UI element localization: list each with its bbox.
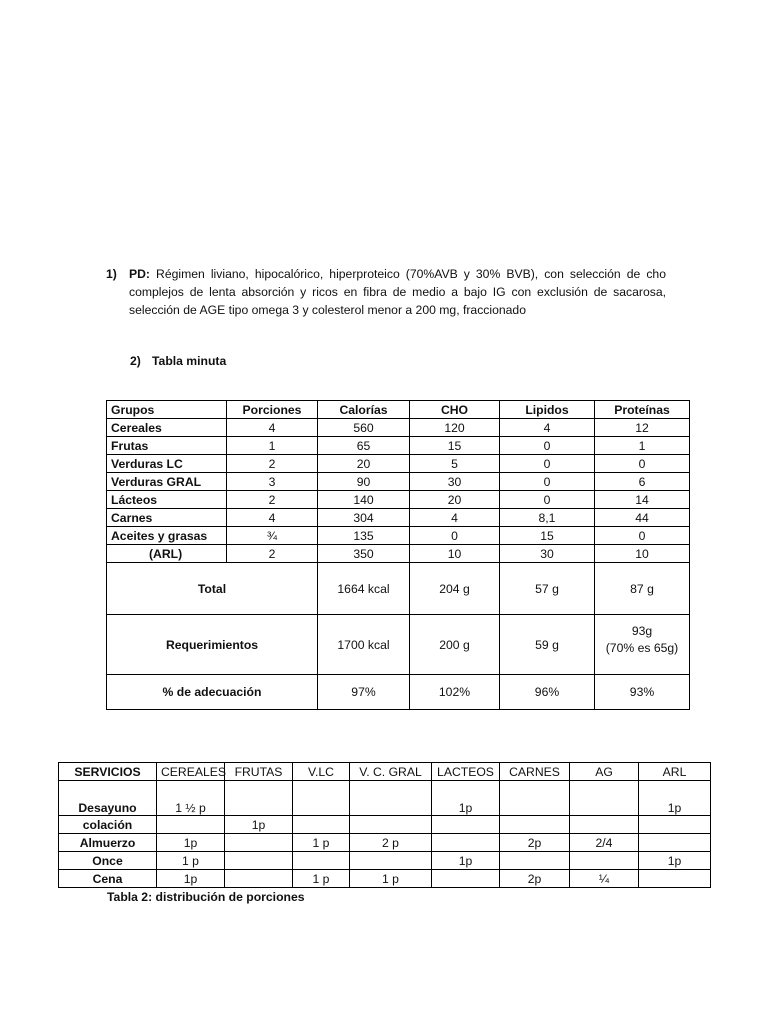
table-cell: 4 [227, 509, 318, 527]
table-cell [639, 816, 711, 834]
table-cell [350, 781, 432, 816]
table-row [107, 437, 690, 455]
header-cell: Calorías [318, 401, 410, 419]
service-label: colación [59, 816, 157, 834]
header-cell: LACTEOS [432, 763, 500, 781]
requerimientos-cell [595, 615, 690, 675]
table-cell: 14 [595, 491, 690, 509]
table-row [107, 491, 690, 509]
table-cell [293, 781, 350, 816]
group-label: Verduras LC [107, 455, 227, 473]
group-label: Verduras GRAL [107, 473, 227, 491]
table-cell: 10 [595, 545, 690, 563]
table-cell: 0 [500, 491, 595, 509]
table-cell: 2 [227, 545, 318, 563]
section-heading [130, 354, 226, 368]
requerimientos-cell: 59 g [500, 615, 595, 675]
table-row [107, 473, 690, 491]
requerimientos-cell: 200 g [410, 615, 500, 675]
table-cell [293, 852, 350, 870]
table-cell: 1p [157, 870, 225, 888]
total-label: Total [107, 563, 318, 615]
requerimientos-label: Requerimientos [107, 615, 318, 675]
table-cell: 1p [432, 852, 500, 870]
group-label: Frutas [107, 437, 227, 455]
table-cell: 20 [410, 491, 500, 509]
header-cell: CHO [410, 401, 500, 419]
table-cell [570, 781, 639, 816]
table-cell: 3 [227, 473, 318, 491]
table-caption: Tabla 2: distribución de porciones [107, 890, 305, 904]
table-cell: 65 [318, 437, 410, 455]
table-cell: 2 [227, 491, 318, 509]
table-cell [293, 816, 350, 834]
header-cell: CEREALES [157, 763, 225, 781]
header-cell: V.LC [293, 763, 350, 781]
total-cell: 204 g [410, 563, 500, 615]
table-row [59, 816, 711, 834]
table-cell: 44 [595, 509, 690, 527]
table-cell: 1p [639, 852, 711, 870]
table-cell [225, 781, 293, 816]
table-cell: 10 [410, 545, 500, 563]
requerimientos-note: (70% es 65g) [605, 641, 679, 655]
table-row [59, 781, 711, 816]
table-cell: 135 [318, 527, 410, 545]
table-cell: 1 p [157, 852, 225, 870]
total-cell: 87 g [595, 563, 690, 615]
table-cell: 20 [318, 455, 410, 473]
table-cell: 2/4 [570, 834, 639, 852]
service-label: Desayuno [59, 781, 157, 816]
table-cell: 304 [318, 509, 410, 527]
table-cell: 1p [432, 781, 500, 816]
minuta-header-row [107, 401, 690, 419]
header-cell: ARL [639, 763, 711, 781]
group-label: (ARL) [107, 545, 227, 563]
table-cell: 8,1 [500, 509, 595, 527]
adecuacion-cell: 97% [318, 675, 410, 710]
table-cell [570, 852, 639, 870]
group-label: Cereales [107, 419, 227, 437]
table-cell [225, 870, 293, 888]
table-row [59, 834, 711, 852]
intro-number: 1) [106, 267, 117, 281]
group-label: Aceites y grasas [107, 527, 227, 545]
header-cell: SERVICIOS [59, 763, 157, 781]
table-cell [432, 834, 500, 852]
table-cell: 140 [318, 491, 410, 509]
group-label: Lácteos [107, 491, 227, 509]
distribucion-table [58, 762, 711, 888]
table-cell [350, 816, 432, 834]
table-cell: 2p [500, 870, 570, 888]
table-cell: 30 [410, 473, 500, 491]
table-cell: 0 [595, 455, 690, 473]
table-cell: 12 [595, 419, 690, 437]
table-cell: 30 [500, 545, 595, 563]
header-cell: Grupos [107, 401, 227, 419]
header-cell: FRUTAS [225, 763, 293, 781]
table-cell: ¼ [570, 870, 639, 888]
intro-label: PD: [129, 267, 150, 281]
table-cell: 1p [157, 834, 225, 852]
adecuacion-row [107, 675, 690, 710]
table-cell [225, 852, 293, 870]
table-row [107, 509, 690, 527]
header-cell: AG [570, 763, 639, 781]
table-cell [570, 816, 639, 834]
total-cell: 1664 kcal [318, 563, 410, 615]
table-cell: 4 [410, 509, 500, 527]
table-cell: 1 ½ p [157, 781, 225, 816]
table-row [107, 527, 690, 545]
table-cell: 120 [410, 419, 500, 437]
table-cell [432, 816, 500, 834]
table-cell: 90 [318, 473, 410, 491]
intro-paragraph [106, 265, 666, 319]
service-label: Once [59, 852, 157, 870]
table-cell: 6 [595, 473, 690, 491]
total-cell: 57 g [500, 563, 595, 615]
table-cell: 0 [410, 527, 500, 545]
table-cell: ¾ [227, 527, 318, 545]
table-cell [639, 834, 711, 852]
table-cell [350, 852, 432, 870]
table-cell: 1 [227, 437, 318, 455]
table-row [107, 455, 690, 473]
table-cell: 0 [595, 527, 690, 545]
table-row [59, 870, 711, 888]
distribucion-header-row [59, 763, 711, 781]
table-cell [225, 834, 293, 852]
table-cell: 1p [639, 781, 711, 816]
adecuacion-cell: 93% [595, 675, 690, 710]
adecuacion-cell: 96% [500, 675, 595, 710]
table-row [59, 852, 711, 870]
section-title: Tabla minuta [152, 354, 227, 368]
table-cell: 1 p [350, 870, 432, 888]
table-cell: 5 [410, 455, 500, 473]
requerimientos-row [107, 615, 690, 675]
table-cell: 2 p [350, 834, 432, 852]
table-cell: 350 [318, 545, 410, 563]
table-row [107, 545, 690, 563]
service-label: Cena [59, 870, 157, 888]
intro-body [129, 265, 666, 319]
table-row [107, 419, 690, 437]
table-cell: 15 [500, 527, 595, 545]
intro-text: Régimen liviano, hipocalórico, hiperproteico (70%AVB y 30% BVB), con selección de cho complejos de lenta absorción y ricos en fibra de medio a bajo IG con exclusión de sacarosa, selección de AGE tipo omega 3 y colesterol menor a 200 mg, fraccionado [129, 267, 666, 317]
requerimientos-protein: 93g [631, 624, 653, 638]
header-cell: V. C. GRAL [350, 763, 432, 781]
table-cell: 2 [227, 455, 318, 473]
table-cell: 0 [500, 437, 595, 455]
table-cell: 1 p [293, 834, 350, 852]
table-cell: 4 [500, 419, 595, 437]
table-cell [157, 816, 225, 834]
table-cell [639, 870, 711, 888]
header-cell: Lipidos [500, 401, 595, 419]
table-cell: 560 [318, 419, 410, 437]
section-number: 2) [130, 354, 141, 368]
group-label: Carnes [107, 509, 227, 527]
service-label: Almuerzo [59, 834, 157, 852]
table-cell: 1p [225, 816, 293, 834]
adecuacion-cell: 102% [410, 675, 500, 710]
table-cell: 4 [227, 419, 318, 437]
adecuacion-label: % de adecuación [107, 675, 318, 710]
header-cell: Porciones [227, 401, 318, 419]
table-cell [432, 870, 500, 888]
minuta-table [106, 400, 690, 710]
table-cell: 2p [500, 834, 570, 852]
requerimientos-cell: 1700 kcal [318, 615, 410, 675]
table-cell: 0 [500, 455, 595, 473]
table-cell [500, 816, 570, 834]
table-cell [500, 781, 570, 816]
total-row [107, 563, 690, 615]
table-cell: 1 p [293, 870, 350, 888]
table-cell [500, 852, 570, 870]
table-cell: 15 [410, 437, 500, 455]
table-cell: 1 [595, 437, 690, 455]
table-cell: 0 [500, 473, 595, 491]
header-cell: Proteínas [595, 401, 690, 419]
header-cell: CARNES [500, 763, 570, 781]
